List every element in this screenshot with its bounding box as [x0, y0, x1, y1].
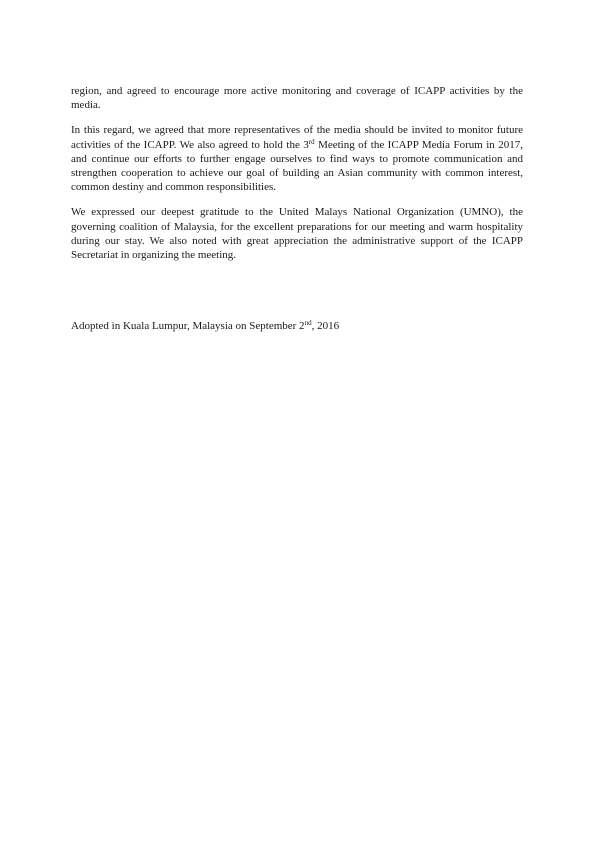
adoption-ordinal-suffix: nd — [304, 319, 312, 327]
paragraph-media-coverage: region, and agreed to encourage more active monitoring and coverage of ICAPP activities by the media. — [71, 85, 523, 112]
adoption-statement-text-a: Adopted in Kuala Lumpur, Malaysia on September 2 — [71, 320, 305, 332]
paragraph-media-forum — [71, 123, 523, 194]
paragraph-media-forum-text-a: In this regard, we agreed that more representatives of the media should be invited to monitor future activities of the ICAPP. We also agreed to hold the 3 — [71, 124, 523, 151]
document-body — [71, 84, 523, 273]
adoption-statement — [71, 319, 523, 333]
ordinal-suffix: rd — [308, 137, 315, 146]
paragraph-media-forum-text-b: Meeting of the ICAPP Media Forum in 2017, and continue our efforts to further engage ourselves to find ways to promote communication and strengthen cooperation to achieve our goal of building an Asian community with common interest, common destiny and common responsibilities. — [71, 138, 523, 194]
adoption-statement-text-b: , 2016 — [311, 320, 340, 332]
paragraph-gratitude: We expressed our deepest gratitude to the United Malays National Organization (UMNO), the governing coalition of Malaysia, for the excellent preparations for our meeting and warm hospitality during our stay. We also noted with great appreciation the administrative support of the ICAPP Secretariat in organizing the meeting. — [71, 206, 523, 262]
